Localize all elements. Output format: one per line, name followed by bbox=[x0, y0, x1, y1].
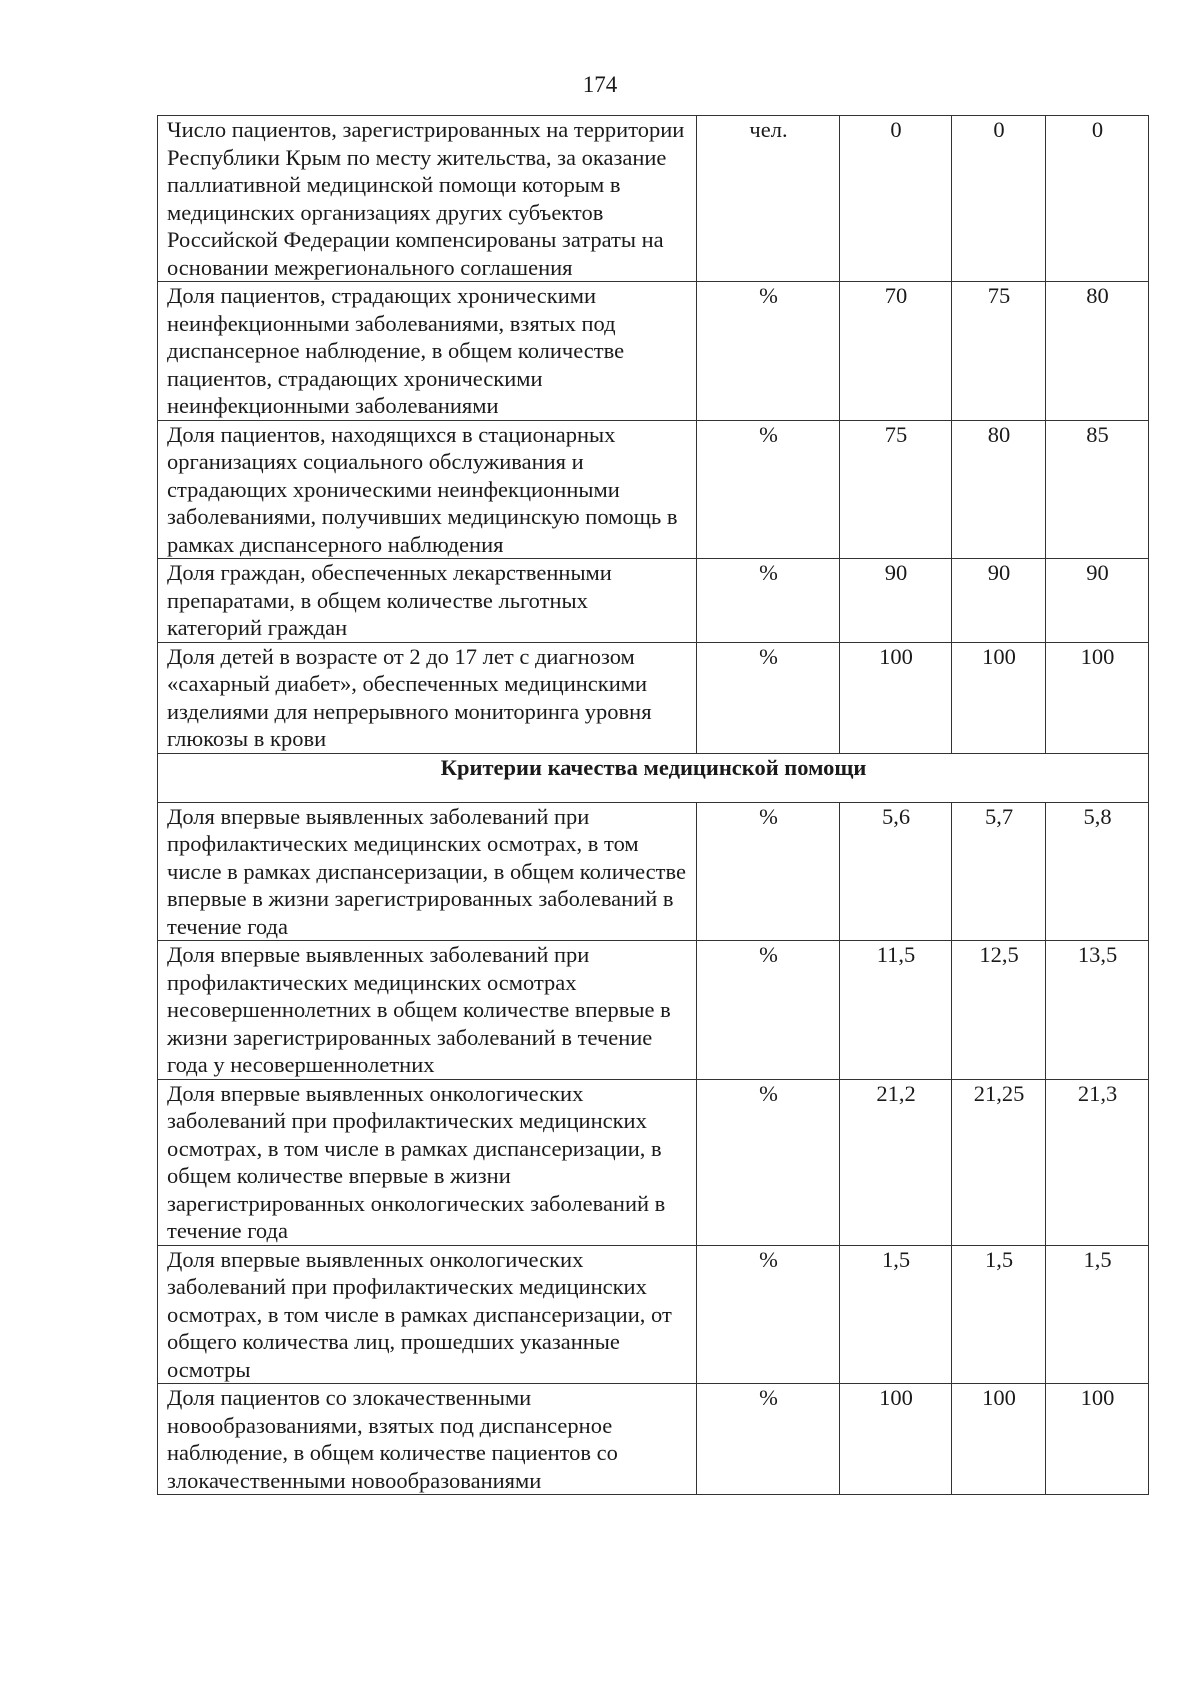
indicator-label: Доля граждан, обеспеченных лекарственными препаратами, в общем количестве льготных категорий граждан bbox=[158, 559, 697, 643]
indicator-unit: % bbox=[697, 420, 840, 559]
indicator-value-3: 0 bbox=[1046, 116, 1149, 282]
indicator-value-1: 0 bbox=[840, 116, 952, 282]
indicator-unit: % bbox=[697, 802, 840, 941]
indicator-value-3: 1,5 bbox=[1046, 1245, 1149, 1384]
indicator-unit: % bbox=[697, 559, 840, 643]
indicator-label: Доля впервые выявленных заболеваний при профилактических медицинских осмотрах несовершеннолетних в общем количестве впервые в жизни зарегистрированных заболеваний в течение года у несовершеннолетних bbox=[158, 941, 697, 1080]
indicator-unit: чел. bbox=[697, 116, 840, 282]
table-row bbox=[158, 420, 1149, 559]
table-row bbox=[158, 1384, 1149, 1495]
indicator-label: Доля пациентов со злокачественными новообразованиями, взятых под диспансерное наблюдение, в общем количестве пациентов со злокачественными новообразованиями bbox=[158, 1384, 697, 1495]
indicator-value-2: 12,5 bbox=[952, 941, 1046, 1080]
indicator-value-1: 100 bbox=[840, 642, 952, 753]
table-row bbox=[158, 642, 1149, 753]
indicator-value-2: 90 bbox=[952, 559, 1046, 643]
indicator-value-3: 13,5 bbox=[1046, 941, 1149, 1080]
indicator-unit: % bbox=[697, 941, 840, 1080]
indicator-label: Доля впервые выявленных заболеваний при профилактических медицинских осмотрах, в том числе в рамках диспансеризации, в общем количестве впервые в жизни зарегистрированных заболеваний в течение года bbox=[158, 802, 697, 941]
indicator-value-2: 80 bbox=[952, 420, 1046, 559]
indicator-value-1: 21,2 bbox=[840, 1079, 952, 1245]
indicator-unit: % bbox=[697, 282, 840, 421]
table-row bbox=[158, 1245, 1149, 1384]
indicators-table bbox=[157, 115, 1149, 1495]
indicator-value-1: 1,5 bbox=[840, 1245, 952, 1384]
indicator-value-2: 5,7 bbox=[952, 802, 1046, 941]
table-row bbox=[158, 116, 1149, 282]
indicator-value-3: 100 bbox=[1046, 1384, 1149, 1495]
table-row bbox=[158, 941, 1149, 1080]
indicator-value-2: 1,5 bbox=[952, 1245, 1046, 1384]
indicator-label: Доля впервые выявленных онкологических заболеваний при профилактических медицинских осмотрах, в том числе в рамках диспансеризации, в общем количестве впервые в жизни зарегистрированных онкологических заболеваний в течение года bbox=[158, 1079, 697, 1245]
indicator-value-3: 100 bbox=[1046, 642, 1149, 753]
indicator-unit: % bbox=[697, 1079, 840, 1245]
indicator-value-3: 90 bbox=[1046, 559, 1149, 643]
table-row bbox=[158, 802, 1149, 941]
indicator-value-1: 5,6 bbox=[840, 802, 952, 941]
section-title: Критерии качества медицинской помощи bbox=[158, 753, 1149, 802]
indicator-value-2: 100 bbox=[952, 1384, 1046, 1495]
indicator-value-1: 70 bbox=[840, 282, 952, 421]
indicator-value-1: 11,5 bbox=[840, 941, 952, 1080]
indicator-unit: % bbox=[697, 1384, 840, 1495]
indicator-label: Число пациентов, зарегистрированных на территории Республики Крым по месту жительства, за оказание паллиативной медицинской помощи которым в медицинских организациях других субъектов Российской Федерации компенсированы затраты на основании межрегионального соглашения bbox=[158, 116, 697, 282]
indicator-value-1: 75 bbox=[840, 420, 952, 559]
indicator-value-1: 100 bbox=[840, 1384, 952, 1495]
table-row bbox=[158, 1079, 1149, 1245]
indicator-value-3: 80 bbox=[1046, 282, 1149, 421]
indicator-value-2: 21,25 bbox=[952, 1079, 1046, 1245]
indicator-value-3: 5,8 bbox=[1046, 802, 1149, 941]
indicator-unit: % bbox=[697, 1245, 840, 1384]
indicator-value-3: 85 bbox=[1046, 420, 1149, 559]
indicator-unit: % bbox=[697, 642, 840, 753]
indicator-label: Доля пациентов, страдающих хроническими неинфекционными заболеваниями, взятых под диспансерное наблюдение, в общем количестве пациентов, страдающих хроническими неинфекционными заболеваниями bbox=[158, 282, 697, 421]
indicator-label: Доля детей в возрасте от 2 до 17 лет с диагнозом «сахарный диабет», обеспеченных медицинскими изделиями для непрерывного мониторинга уровня глюкозы в крови bbox=[158, 642, 697, 753]
indicator-value-2: 0 bbox=[952, 116, 1046, 282]
indicator-value-1: 90 bbox=[840, 559, 952, 643]
table-row bbox=[158, 282, 1149, 421]
indicator-value-3: 21,3 bbox=[1046, 1079, 1149, 1245]
page-number: 174 bbox=[582, 72, 618, 97]
indicator-value-2: 75 bbox=[952, 282, 1046, 421]
indicator-value-2: 100 bbox=[952, 642, 1046, 753]
table-row bbox=[158, 559, 1149, 643]
indicator-label: Доля пациентов, находящихся в стационарных организациях социального обслуживания и страдающих хроническими неинфекционными заболеваниями, получивших медицинскую помощь в рамках диспансерного наблюдения bbox=[158, 420, 697, 559]
section-header-row bbox=[158, 753, 1149, 802]
indicator-label: Доля впервые выявленных онкологических заболеваний при профилактических медицинских осмотрах, в том числе в рамках диспансеризации, от общего количества лиц, прошедших указанные осмотры bbox=[158, 1245, 697, 1384]
